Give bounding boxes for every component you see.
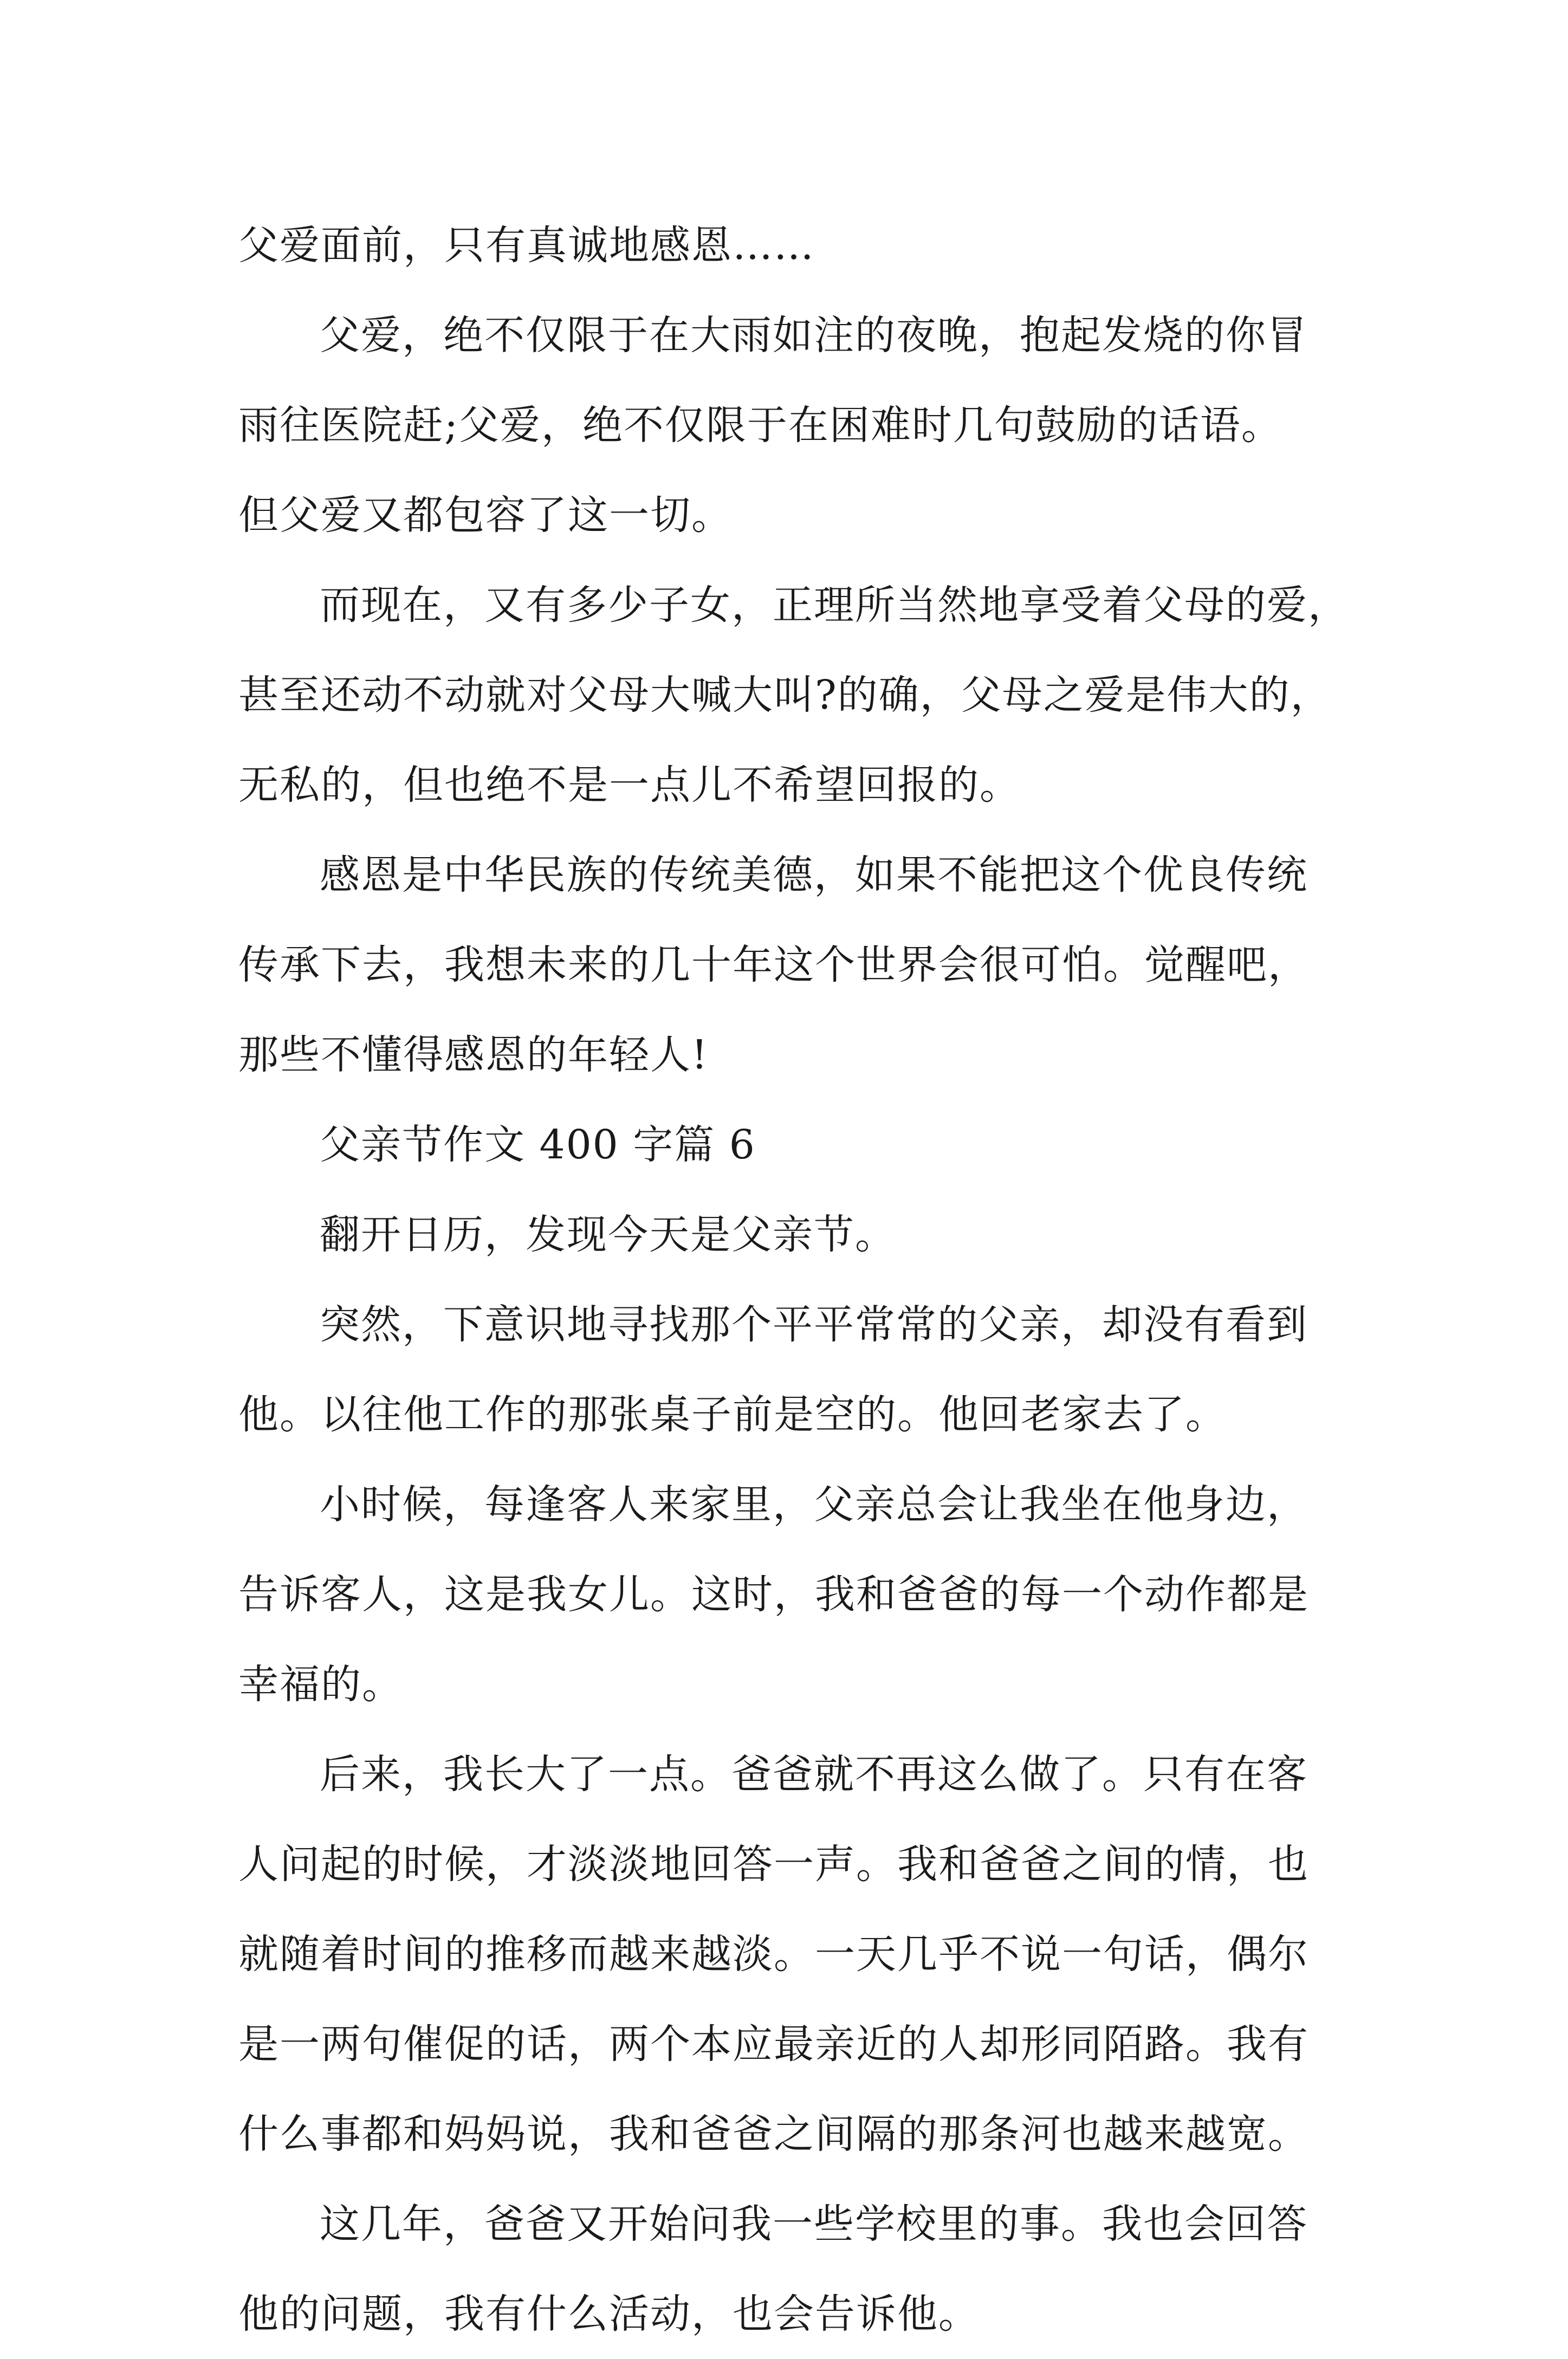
text-line: 这几年，爸爸又开始问我一些学校里的事。我也会回答	[320, 2201, 1308, 2247]
section-heading	[238, 1100, 1365, 1190]
paragraph	[238, 560, 1365, 830]
text-line: 感恩是中华民族的传统美德，如果不能把这个优良传统	[320, 852, 1308, 898]
text-line: 那些不懂得感恩的年轻人!	[238, 1032, 709, 1078]
paragraph	[238, 830, 1365, 1100]
text-line: 无私的，但也绝不是一点儿不希望回报的。	[238, 762, 1021, 808]
text-line: 父爱面前，只有真诚地感恩……	[238, 222, 815, 269]
paragraph	[238, 2179, 1365, 2359]
text-line: 甚至还动不动就对父母大喊大叫?的确，父母之爱是伟大的，	[238, 672, 1332, 718]
text-line: 翻开日历，发现今天是父亲节。	[320, 1211, 896, 1258]
text-line: 他的问题，我有什么活动，也会告诉他。	[238, 2291, 980, 2337]
text-line: 幸福的。	[238, 1661, 403, 1708]
text-line: 而现在，又有多少子女，正理所当然地享受着父母的爱，	[320, 582, 1349, 628]
paragraph	[238, 200, 1365, 290]
text-line: 雨往医院赶;父爱，绝不仅限于在困难时几句鼓励的话语。	[238, 402, 1282, 449]
paragraph	[238, 1280, 1365, 1460]
text-line: 什么事都和妈妈说，我和爸爸之间隔的那条河也越来越宽。	[238, 2111, 1309, 2157]
text-line: 传承下去，我想未来的几十年这个世界会很可怕。觉醒吧，	[238, 942, 1309, 988]
paragraph	[238, 290, 1365, 560]
paragraph	[238, 1729, 1365, 2179]
text-line: 但父爱又都包容了这一切。	[238, 492, 733, 539]
text-line: 父爱，绝不仅限于在大雨如注的夜晚，抱起发烧的你冒	[320, 312, 1308, 359]
text-line: 就随着时间的推移而越来越淡。一天几乎不说一句话，偶尔	[238, 1931, 1309, 1978]
text-line: 突然，下意识地寻找那个平平常常的父亲，却没有看到	[320, 1301, 1308, 1348]
text-line: 是一两句催促的话，两个本应最亲近的人却形同陌路。我有	[238, 2021, 1309, 2068]
heading-line: 父亲节作文 400 字篇 6	[320, 1122, 756, 1168]
paragraph	[238, 1190, 1365, 1280]
paragraph	[238, 1460, 1365, 1729]
text-line: 人问起的时候，才淡淡地回答一声。我和爸爸之间的情，也	[238, 1841, 1309, 1888]
text-line: 后来，我长大了一点。爸爸就不再这么做了。只有在客	[320, 1751, 1308, 1798]
document-body	[238, 200, 1365, 2359]
text-line: 告诉客人，这是我女儿。这时，我和爸爸的每一个动作都是	[238, 1571, 1309, 1618]
text-line: 他。以往他工作的那张桌子前是空的。他回老家去了。	[238, 1391, 1227, 1438]
text-line: 小时候，每逢客人来家里，父亲总会让我坐在他身边，	[320, 1481, 1308, 1528]
